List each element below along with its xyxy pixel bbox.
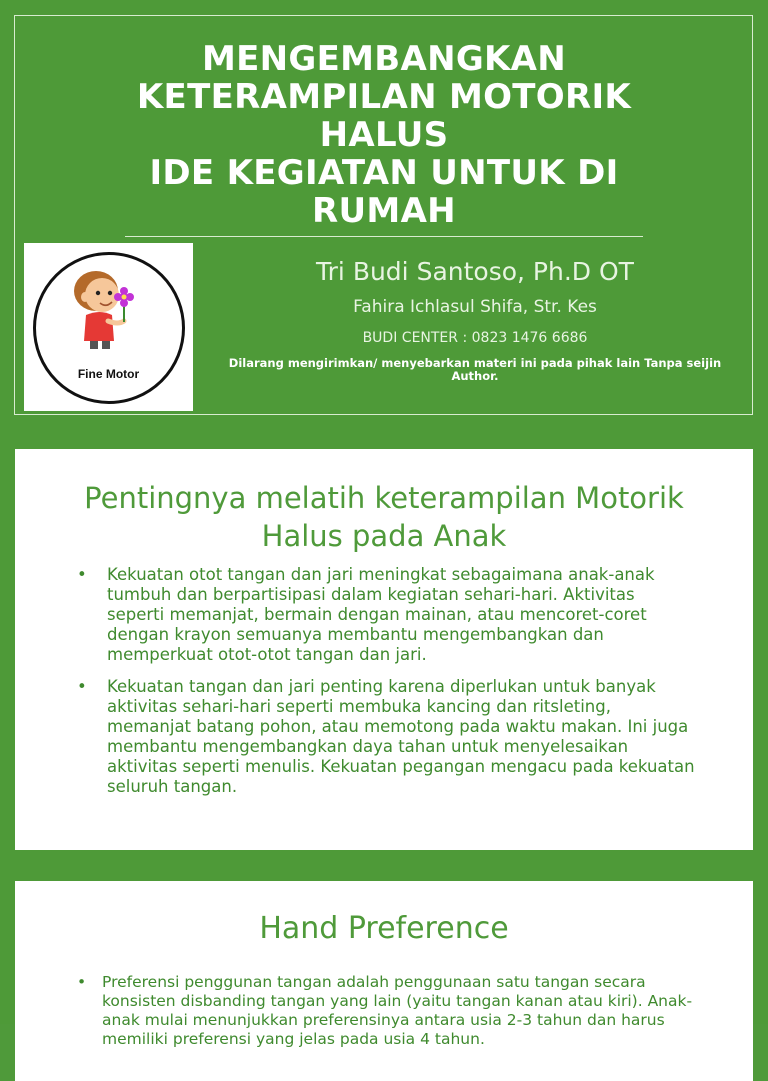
slide-title	[60, 40, 708, 230]
coauthor-name: Fahira Ichlasul Shifa, Str. Kes	[353, 297, 597, 317]
disclaimer: Dilarang mengirimkan/ menyebarkan materi ini pada pihak lain Tanpa seijin Author.	[228, 356, 722, 383]
hand-preference-slide	[0, 865, 768, 1048]
bullet-list	[77, 565, 697, 809]
title-line: MENGEMBANGKAN	[201, 39, 567, 79]
slide-heading: Pentingnya melatih keterampilan Motorik Halus pada Anak	[84, 481, 684, 553]
title-divider	[125, 236, 643, 237]
content-card	[15, 449, 753, 850]
slide-heading: Hand Preference	[259, 911, 509, 946]
contact-line: BUDI CENTER : 0823 1476 6686	[362, 330, 588, 346]
title-line: IDE KEGIATAN UNTUK DI	[149, 153, 619, 193]
title-line: RUMAH	[312, 191, 456, 231]
child-with-flower-icon	[64, 265, 164, 365]
title-line: KETERAMPILAN MOTORIK	[136, 77, 632, 117]
bullet-list	[77, 973, 717, 1061]
list-item: • Preferensi penggunan tangan adalah penggunaan satu tangan secara konsisten disbanding tangan yang lain (yaitu tangan kanan atau kiri). Anak-anak mulai menunjukkan preferensinya antara usia 2-3 tahun dan harus memiliki preferensi yang jelas pada usia 4 tahun.	[77, 973, 717, 1049]
importance-slide	[0, 432, 768, 865]
content-card	[15, 881, 753, 1081]
title-slide	[0, 0, 768, 432]
author-name: Tri Budi Santoso, Ph.D OT	[316, 257, 634, 286]
list-item: • Kekuatan tangan dan jari penting karena diperlukan untuk banyak aktivitas sehari-hari seperti membuka kancing dan ritsleting, memanjat batang pohon, atau memotong pada waktu makan. Ini juga membantu mengembangkan daya tahan untuk menyelesaikan aktivitas seperti menulis. Kekuatan pegangan mengacu pada kekuatan seluruh tangan.	[77, 677, 697, 797]
list-item: • Kekuatan otot tangan dan jari meningkat sebagaimana anak-anak tumbuh dan berpartisipasi dalam kegiatan sehari-hari. Aktivitas seperti memanjat, bermain dengan mainan, atau mencoret-coret dengan krayon semuanya membantu mengembangkan dan memperkuat otot-otot tangan dan jari.	[77, 565, 697, 665]
fine-motor-logo	[24, 243, 193, 411]
title-line: HALUS	[319, 115, 449, 155]
logo-label: Fine Motor	[77, 367, 140, 381]
